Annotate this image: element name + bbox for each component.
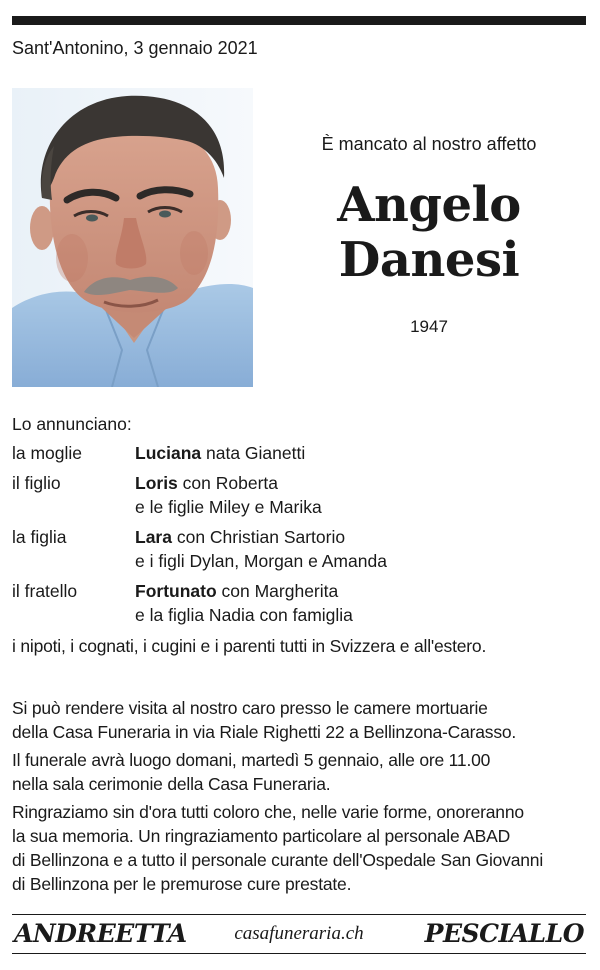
first-name: Angelo bbox=[337, 177, 521, 233]
thanks-line: la sua memoria. Un ringraziamento particolare al personale ABAD bbox=[12, 826, 511, 846]
relative-extra: e la figlia Nadia con famiglia bbox=[135, 605, 353, 625]
deceased-name bbox=[270, 178, 588, 288]
relative-name: Luciana bbox=[135, 443, 202, 463]
portrait-photo bbox=[12, 88, 253, 387]
footer-bottom-rule bbox=[12, 953, 586, 954]
relative-rest: con Roberta bbox=[177, 473, 278, 493]
relative-name: Fortunato bbox=[135, 581, 217, 601]
relation-detail bbox=[135, 579, 588, 627]
relative-rest: nata Gianetti bbox=[201, 443, 306, 463]
funeral-line: Il funerale avrà luogo domani, martedì 5 gennaio, alle ore 11.00 bbox=[12, 750, 491, 770]
visit-line: della Casa Funeraria in via Riale Righetti 22 a Bellinzona-Carasso. bbox=[12, 722, 517, 742]
funeral-paragraph bbox=[12, 748, 590, 796]
announcement-label: Lo annunciano: bbox=[12, 414, 132, 434]
relative-rest: con Christian Sartorio bbox=[171, 527, 346, 547]
relative-extra: e i figli Dylan, Morgan e Amanda bbox=[135, 551, 387, 571]
birth-year: 1947 bbox=[410, 317, 448, 336]
visit-line: Si può rendere visita al nostro caro presso le camere mortuarie bbox=[12, 698, 488, 718]
website-link[interactable]: casafuneraria.ch bbox=[234, 923, 364, 944]
funeral-line: nella sala cerimonie della Casa Funeraria. bbox=[12, 774, 331, 794]
other-relatives: i nipoti, i cognati, i cugini e i parenti tutti in Svizzera e all'estero. bbox=[12, 636, 487, 656]
relation: la figlia bbox=[12, 527, 67, 547]
relation: la moglie bbox=[12, 443, 83, 463]
top-rule bbox=[12, 16, 586, 25]
intro-text: È mancato al nostro affetto bbox=[321, 134, 537, 154]
place-date: Sant'Antonino, 3 gennaio 2021 bbox=[12, 38, 258, 58]
thanks-line: Ringraziamo sin d'ora tutti coloro che, nelle varie forme, onoreranno bbox=[12, 802, 524, 822]
relative-name: Loris bbox=[135, 473, 178, 493]
relative-rest: con Margherita bbox=[216, 581, 339, 601]
funeral-home-left: ANDREETTA bbox=[14, 919, 187, 948]
footer bbox=[12, 918, 586, 952]
thanks-paragraph bbox=[12, 800, 590, 896]
thanks-line: di Bellinzona e a tutto il personale curante dell'Ospedale San Giovanni bbox=[12, 850, 544, 870]
relation: il figlio bbox=[12, 473, 61, 493]
visit-paragraph bbox=[12, 696, 590, 744]
family-row-wife bbox=[12, 441, 588, 465]
relative-extra: e le figlie Miley e Marika bbox=[135, 497, 322, 517]
relation: il fratello bbox=[12, 581, 78, 601]
relative-name: Lara bbox=[135, 527, 172, 547]
family-row-daughter bbox=[12, 525, 588, 573]
footer-top-rule bbox=[12, 914, 586, 915]
notice-paragraphs bbox=[12, 696, 590, 900]
funeral-home-right: PESCIALLO bbox=[424, 919, 584, 948]
family-row-brother bbox=[12, 579, 588, 627]
family-list bbox=[12, 441, 588, 633]
family-row-son bbox=[12, 471, 588, 519]
relation-detail bbox=[135, 471, 588, 519]
relation-detail bbox=[135, 441, 588, 465]
thanks-line: di Bellinzona per le premurose cure prestate. bbox=[12, 874, 352, 894]
last-name: Danesi bbox=[338, 232, 520, 288]
relation-detail bbox=[135, 525, 588, 573]
